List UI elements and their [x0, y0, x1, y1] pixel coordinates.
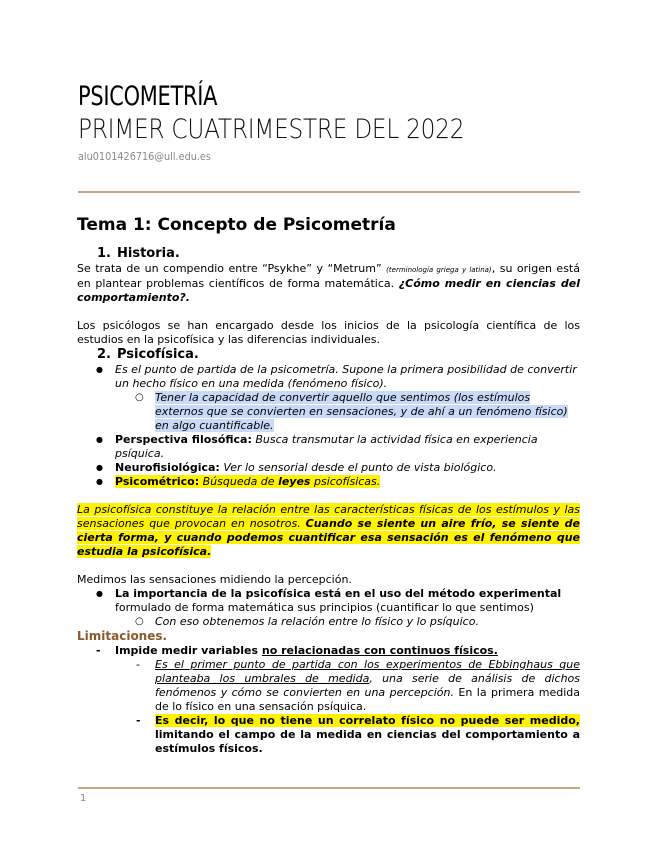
paragraph-psicologos: Los psicólogos se han encargado desde los inicios de la psicología científica de los estudios en la psicofísica y las diferencias individuales.	[77, 319, 580, 346]
list-item	[77, 644, 580, 658]
list-item	[77, 587, 580, 615]
document-title: PSICOMETRÍA	[78, 81, 218, 112]
list-item	[77, 363, 580, 391]
text: psicofísicas.	[310, 475, 381, 488]
list-item	[77, 475, 580, 489]
sub-list-item	[77, 615, 580, 629]
text: , una serie de análisis de dichos fenómenos y cómo se convierten en una percepción.	[155, 672, 581, 699]
text-underlined: Es el primer punto de partida con los experimentos de Ebbinghaus que planteaba los umbrales de medida	[155, 658, 580, 685]
text-highlighted: Tener la capacidad de convertir aquello que sentimos (los estímulos externos que se convierten en sensaciones, y de ahí a un fenómeno físico) en algo cuantificable.	[155, 391, 568, 432]
heading-limitaciones: Limitaciones.	[77, 629, 168, 643]
sub-list-item	[77, 391, 580, 433]
heading-text: Historia.	[117, 246, 180, 261]
list-item	[77, 461, 580, 475]
heading-number: 2.	[97, 347, 111, 362]
heading-number: 1.	[97, 246, 111, 261]
header-divider	[78, 191, 580, 193]
text: En la primera medida de lo físico en una sensación psíquica.	[155, 686, 580, 713]
paragraph-highlighted	[77, 503, 580, 559]
main-content	[77, 214, 580, 756]
sub-list-item	[77, 714, 580, 756]
text-bold-question: ¿Cómo medir en ciencias del comportamiento?.	[77, 277, 580, 304]
text-bold: Neurofisiológica:	[115, 461, 220, 474]
text: formulado de forma matemática sus principios (cuantificar lo que sentimos)	[115, 601, 534, 614]
paragraph-medimos: Medimos las sensaciones midiendo la percepción.	[77, 573, 352, 586]
author-email: alu0101426716@ull.edu.es	[78, 150, 211, 163]
text-bold: Cuando se siente un aire frío, se siente de cierta forma, y cuando podemos cuantificar esa sensación es el fenómeno que estudia la psicofísica.	[77, 517, 580, 558]
text: La psicofísica constituye la relación entre las características físicas de los estímulos y las sensaciones que provocan en nosotros.	[77, 503, 580, 530]
document-subtitle: PRIMER CUATRIMESTRE DEL 2022	[78, 114, 465, 145]
text: Búsqueda de	[199, 475, 279, 488]
text-bold: limitando el campo de la medida en ciencias del comportamiento a estímulos físicos.	[155, 728, 580, 755]
text: , su origen está en plantear problemas científicos de forma matemática.	[77, 262, 580, 290]
text-bold: Perspectiva filosófica:	[115, 433, 252, 446]
sub-list-item	[77, 658, 580, 714]
page-number: 1	[80, 793, 87, 804]
text-underlined: no relacionadas con continuos físicos.	[261, 644, 498, 657]
heading-historia	[77, 246, 580, 262]
document-header	[78, 82, 598, 163]
text: Es el punto de partida de la psicometría. Supone la primera posibilidad de convertir un hecho físico en una medida (fenómeno físico).	[115, 363, 577, 390]
text: Ver lo sensorial desde el punto de vista biológico.	[219, 461, 497, 474]
footer-divider	[78, 787, 580, 789]
heading-psicofisica	[77, 347, 580, 363]
text: Se trata de un compendio entre “Psykhe” y “Metrum”	[77, 262, 387, 275]
text-highlighted: Es decir, lo que no tiene un correlato físico no puede ser medido,	[155, 714, 580, 727]
metodo-list	[77, 587, 580, 629]
section-title: Tema 1: Concepto de Psicometría	[77, 215, 396, 235]
list-item	[77, 433, 580, 461]
text-bold: La importancia de la psicofísica está en el uso del método experimental	[115, 587, 562, 600]
text: Con eso obtenemos la relación entre lo físico y lo psíquico.	[155, 615, 479, 628]
text-small: (terminología griega y latina)	[386, 266, 492, 274]
limitaciones-list	[77, 644, 580, 756]
text: Impide medir variables	[115, 644, 262, 657]
heading-text: Psicofísica.	[117, 347, 199, 362]
text: Busca transmutar la actividad física en experiencia psíquica.	[115, 433, 538, 460]
text-bold: leyes	[278, 475, 311, 488]
psicofisica-list	[77, 363, 580, 489]
paragraph-historia	[77, 262, 580, 305]
text-bold: Psicométrico:	[115, 475, 200, 488]
